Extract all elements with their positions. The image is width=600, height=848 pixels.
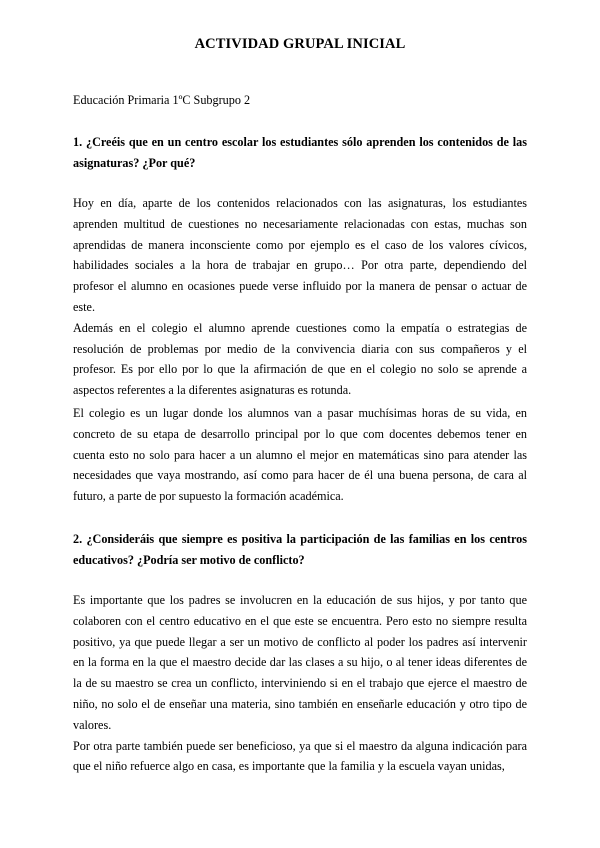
answer-2-section: [73, 590, 527, 777]
document-subtitle: Educación Primaria 1ºC Subgrupo 2: [73, 93, 251, 107]
question-2: 2. ¿Consideráis que siempre es positiva la participación de las familias en los centros educativos? ¿Podría ser motivo de conflicto?: [73, 532, 527, 567]
question-1: 1. ¿Creéis que en un centro escolar los estudiantes sólo aprenden los contenidos de las asignaturas? ¿Por qué?: [73, 135, 527, 170]
answer-1-paragraph-3: El colegio es un lugar donde los alumnos van a pasar muchísimas horas de su vida, en concreto de su etapa de desarrollo principal por lo que com docentes debemos tener en cuenta esto no solo para hacer a un alumno el mejor en matemáticas sino para atender las necesidades que vaya mostrando, así como para hacer de él una buena persona, de cara al futuro, a parte de por supuesto la formación académica.: [73, 406, 527, 504]
answer-1-paragraph-2: Además en el colegio el alumno aprende cuestiones como la empatía o estrategias de resolución de problemas por medio de la convivencia diaria con sus compañeros y el profesor. Es por ello por lo que la afirmación de que en el colegio no solo se aprende a aspectos referentes a la diferentes asignaturas es rotunda.: [73, 320, 527, 398]
answer-2-paragraph-1: Es importante que los padres se involucren en la educación de sus hijos, y por tanto que colaboren con el centro educativo en el que este se encuentra. Pero esto no siempre resulta positivo, ya que puede llegar a ser un motivo de conflicto al poder los padres así intervenir en la forma en la que el maestro decide dar las clases a su hijo, o al tener ideas diferentes de la de su maestro se crea un conflicto, interviniendo si en el trabajo que ejerce el maestro de niño, no solo el de enseñar una materia, sino también en enseñarle educación y otro tipo de valores.: [73, 593, 527, 732]
answer-1-paragraph-1: Hoy en día, aparte de los contenidos relacionados con las asignaturas, los estudiantes aprenden multitud de cuestiones no necesariamente relacionadas con estas, muchas son aprendidas de manera inconsciente como por ejemplo es el caso de los valores cívicos, habilidades sociales a la hora de trabajar en grupo… Por otra parte, dependiendo del profesor el alumno en ocasiones puede verse influido por la manera de pensar o actuar de este.: [73, 196, 527, 314]
answer-1-section: [73, 193, 527, 401]
document-title: ACTIVIDAD GRUPAL INICIAL: [194, 36, 406, 52]
answer-2-paragraph-2: Por otra parte también puede ser beneficioso, ya que si el maestro da alguna indicación para que el niño refuerce algo en casa, es importante que la familia y la escuela vayan unidas,: [73, 738, 527, 774]
